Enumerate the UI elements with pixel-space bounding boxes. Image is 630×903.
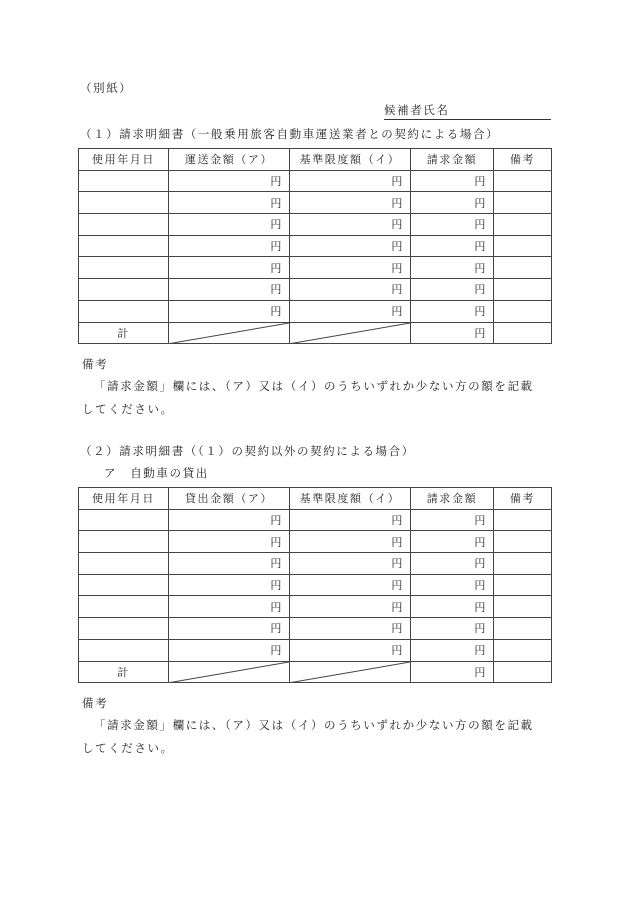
cell-amount-a[interactable]: 円 <box>169 574 290 596</box>
appendix-label: （別紙） <box>80 81 133 95</box>
diagonal-strike-cell <box>169 661 290 683</box>
section2-note-line1: 「請求金額」欄には、（ア）又は（イ）のうちいずれか少ない方の額を記載 <box>94 718 534 732</box>
cell-date[interactable] <box>79 170 169 192</box>
cell-limit-i[interactable]: 円 <box>290 279 411 301</box>
section1-note-line1: 「請求金額」欄には、（ア）又は（イ）のうちいずれか少ない方の額を記載 <box>94 379 534 393</box>
header-date: 使用年月日 <box>79 488 169 510</box>
cell-claim-amount[interactable]: 円 <box>411 639 494 661</box>
table-row <box>79 618 552 640</box>
total-row <box>79 661 552 683</box>
cell-date[interactable] <box>79 574 169 596</box>
claim-table-1 <box>78 148 552 344</box>
header-remarks: 備考 <box>494 149 552 171</box>
diagonal-line <box>290 662 410 683</box>
diagonal-line <box>290 323 410 344</box>
table-row <box>79 235 552 257</box>
table-row <box>79 170 552 192</box>
section1-title: （１）請求明細書（一般乗用旅客自動車運送業者との契約による場合） <box>80 127 500 141</box>
header-row <box>79 149 552 171</box>
cell-date[interactable] <box>79 509 169 531</box>
header-remarks: 備考 <box>494 488 552 510</box>
cell-amount-a[interactable]: 円 <box>169 235 290 257</box>
cell-amount-a[interactable]: 円 <box>169 300 290 322</box>
cell-date[interactable] <box>79 257 169 279</box>
header-limit-i: 基準限度額（イ） <box>290 149 411 171</box>
cell-remarks[interactable] <box>494 574 552 596</box>
cell-amount-a[interactable]: 円 <box>169 509 290 531</box>
candidate-name-label: 候補者氏名 <box>384 103 450 117</box>
cell-date[interactable] <box>79 639 169 661</box>
cell-claim-amount[interactable]: 円 <box>411 170 494 192</box>
cell-limit-i[interactable]: 円 <box>290 553 411 575</box>
cell-date[interactable] <box>79 300 169 322</box>
cell-limit-i[interactable]: 円 <box>290 235 411 257</box>
total-label: 計 <box>79 661 169 683</box>
cell-remarks[interactable] <box>494 300 552 322</box>
cell-claim-amount[interactable]: 円 <box>411 300 494 322</box>
cell-limit-i[interactable]: 円 <box>290 170 411 192</box>
cell-remarks[interactable] <box>494 235 552 257</box>
cell-remarks[interactable] <box>494 509 552 531</box>
cell-claim-amount[interactable]: 円 <box>411 509 494 531</box>
table-row <box>79 574 552 596</box>
table-row <box>79 639 552 661</box>
table-row <box>79 300 552 322</box>
cell-claim-amount[interactable]: 円 <box>411 531 494 553</box>
table-row <box>79 214 552 236</box>
cell-remarks[interactable] <box>494 192 552 214</box>
table-row <box>79 596 552 618</box>
cell-claim-amount[interactable]: 円 <box>411 596 494 618</box>
section1-note-line2: してください。 <box>82 402 174 416</box>
header-claim-amount: 請求金額 <box>411 149 494 171</box>
header-amount-a: 運送金額（ア） <box>169 149 290 171</box>
section2-note-line2: してください。 <box>82 741 174 755</box>
cell-amount-a[interactable]: 円 <box>169 618 290 640</box>
header-amount-a: 貸出金額（ア） <box>169 488 290 510</box>
cell-remarks[interactable] <box>494 257 552 279</box>
diagonal-strike-cell <box>290 322 411 344</box>
section2-note-label: 備考 <box>82 696 109 710</box>
table-row <box>79 257 552 279</box>
cell-limit-i[interactable]: 円 <box>290 618 411 640</box>
cell-date[interactable] <box>79 214 169 236</box>
cell-date[interactable] <box>79 235 169 257</box>
cell-amount-a[interactable]: 円 <box>169 553 290 575</box>
section2-title: （２）請求明細書（（１）の契約以外の契約による場合） <box>80 444 415 458</box>
header-limit-i: 基準限度額（イ） <box>290 488 411 510</box>
table-row <box>79 553 552 575</box>
cell-amount-a[interactable]: 円 <box>169 192 290 214</box>
cell-amount-a[interactable]: 円 <box>169 279 290 301</box>
header-row <box>79 488 552 510</box>
cell-limit-i[interactable]: 円 <box>290 300 411 322</box>
cell-date[interactable] <box>79 531 169 553</box>
table-row <box>79 279 552 301</box>
total-claim-amount[interactable]: 円 <box>411 322 494 344</box>
cell-remarks[interactable] <box>494 553 552 575</box>
cell-amount-a[interactable]: 円 <box>169 596 290 618</box>
cell-claim-amount[interactable]: 円 <box>411 574 494 596</box>
cell-claim-amount[interactable]: 円 <box>411 553 494 575</box>
cell-remarks[interactable] <box>494 214 552 236</box>
cell-remarks[interactable] <box>494 618 552 640</box>
total-remarks[interactable] <box>494 322 552 344</box>
cell-date[interactable] <box>79 618 169 640</box>
diagonal-strike-cell <box>290 661 411 683</box>
cell-claim-amount[interactable]: 円 <box>411 618 494 640</box>
candidate-name-field[interactable] <box>384 102 551 120</box>
cell-amount-a[interactable]: 円 <box>169 531 290 553</box>
cell-limit-i[interactable]: 円 <box>290 192 411 214</box>
cell-limit-i[interactable]: 円 <box>290 596 411 618</box>
cell-remarks[interactable] <box>494 279 552 301</box>
cell-limit-i[interactable]: 円 <box>290 574 411 596</box>
total-claim-amount[interactable]: 円 <box>411 661 494 683</box>
cell-amount-a[interactable]: 円 <box>169 257 290 279</box>
claim-table-2 <box>78 487 552 683</box>
header-date: 使用年月日 <box>79 149 169 171</box>
cell-claim-amount[interactable]: 円 <box>411 279 494 301</box>
cell-limit-i[interactable]: 円 <box>290 639 411 661</box>
cell-remarks[interactable] <box>494 170 552 192</box>
cell-remarks[interactable] <box>494 531 552 553</box>
table-row <box>79 192 552 214</box>
diagonal-strike-cell <box>169 322 290 344</box>
table-row <box>79 509 552 531</box>
cell-date[interactable] <box>79 553 169 575</box>
total-row <box>79 322 552 344</box>
total-remarks[interactable] <box>494 661 552 683</box>
cell-amount-a[interactable]: 円 <box>169 214 290 236</box>
cell-claim-amount[interactable]: 円 <box>411 192 494 214</box>
table-row <box>79 531 552 553</box>
cell-claim-amount[interactable]: 円 <box>411 214 494 236</box>
section2-subtitle: ア 自動車の貸出 <box>104 466 209 480</box>
cell-date[interactable] <box>79 192 169 214</box>
cell-amount-a[interactable]: 円 <box>169 170 290 192</box>
cell-limit-i[interactable]: 円 <box>290 214 411 236</box>
cell-remarks[interactable] <box>494 596 552 618</box>
diagonal-line <box>169 323 289 344</box>
diagonal-line <box>169 662 289 683</box>
cell-date[interactable] <box>79 279 169 301</box>
cell-claim-amount[interactable]: 円 <box>411 257 494 279</box>
cell-limit-i[interactable]: 円 <box>290 531 411 553</box>
section1-note-label: 備考 <box>82 357 109 371</box>
cell-amount-a[interactable]: 円 <box>169 639 290 661</box>
cell-limit-i[interactable]: 円 <box>290 257 411 279</box>
cell-date[interactable] <box>79 596 169 618</box>
cell-claim-amount[interactable]: 円 <box>411 235 494 257</box>
header-claim-amount: 請求金額 <box>411 488 494 510</box>
total-label: 計 <box>79 322 169 344</box>
cell-limit-i[interactable]: 円 <box>290 509 411 531</box>
cell-remarks[interactable] <box>494 639 552 661</box>
